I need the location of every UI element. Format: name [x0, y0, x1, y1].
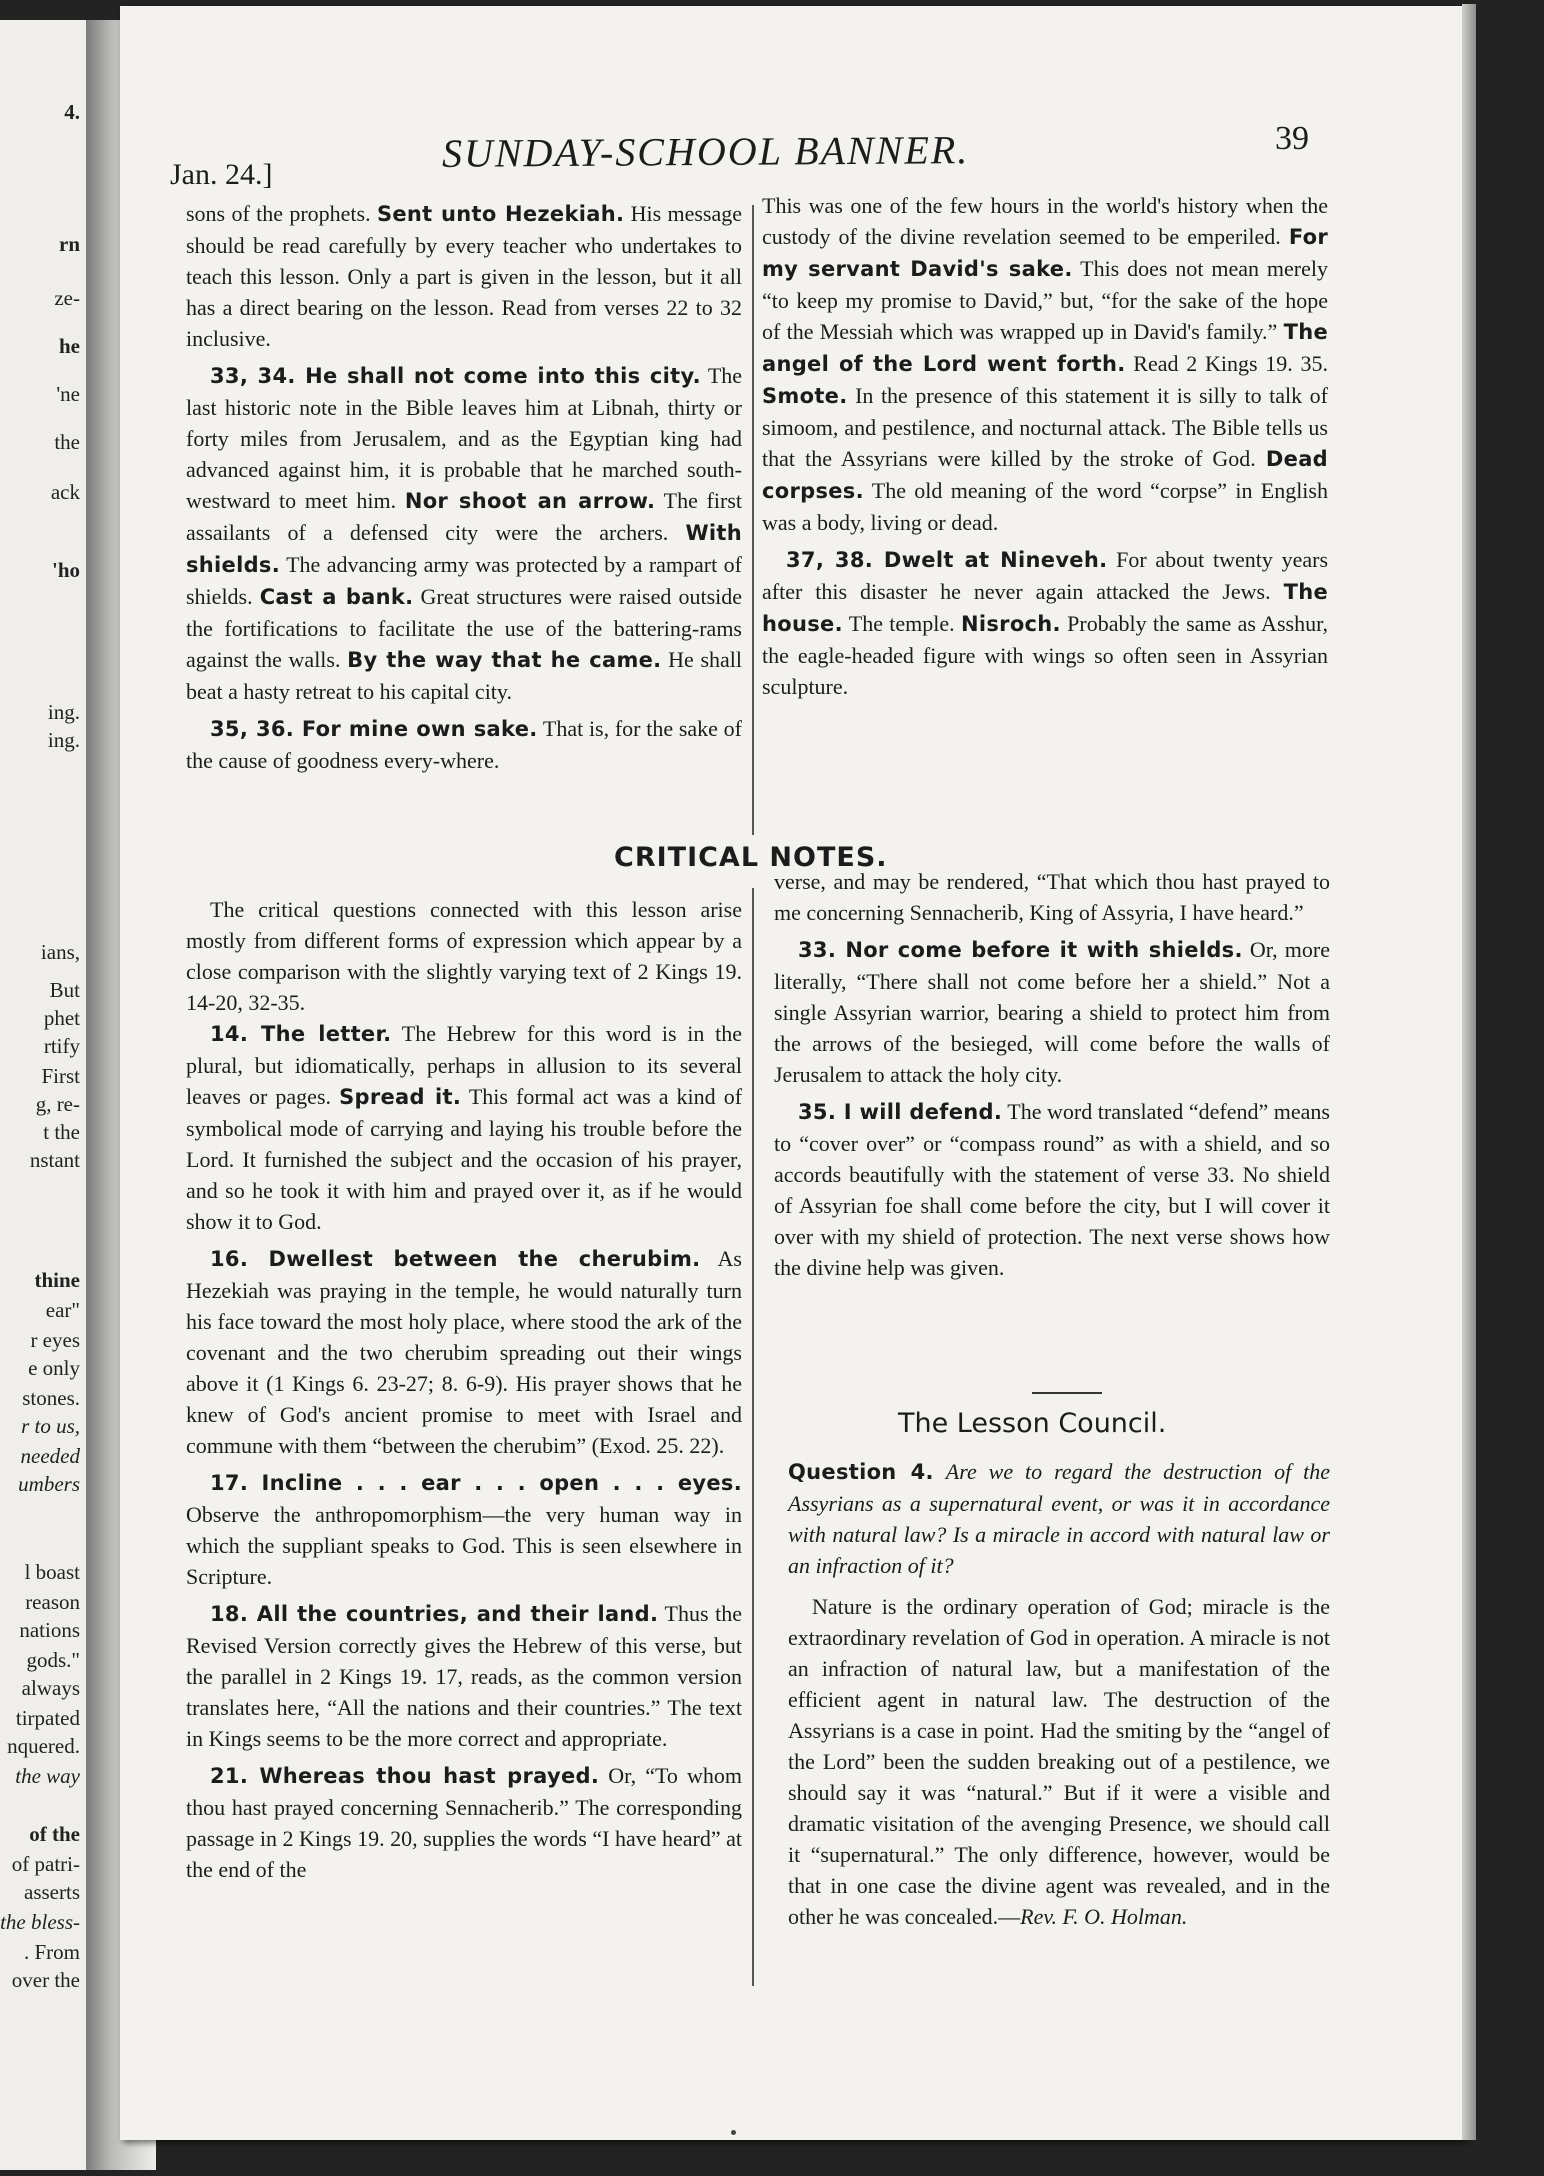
question-text: Are we to regard the destruction of the Assyrians as a supernatural event, or was it in accordance with natural law? Is a miracle in accord with natural law or an infraction of it? — [788, 1459, 1331, 1578]
entry-heading: Smote. — [762, 384, 848, 408]
previous-page-fragment: the bless- — [0, 1910, 80, 1934]
previous-page-fragment: thine — [34, 1268, 80, 1292]
paragraph — [186, 360, 742, 707]
paragraph — [186, 1243, 742, 1461]
previous-page-fragment: needed — [20, 1444, 80, 1468]
entry-heading: The house. — [762, 580, 1329, 636]
previous-page-fragment: asserts — [24, 1880, 80, 1904]
entry-heading: By the way that he came. — [347, 648, 662, 672]
previous-page-fragment: 'ne — [56, 382, 80, 406]
entry-heading: Spread it. — [339, 1085, 462, 1109]
previous-page-fragment: But — [49, 978, 80, 1002]
previous-page-fragment: nations — [19, 1618, 80, 1642]
critical-notes-left — [186, 894, 742, 1885]
section-separator — [1032, 1392, 1102, 1394]
entry-heading: The angel of the Lord went forth. — [762, 320, 1328, 376]
previous-page-fragment: tirpated — [15, 1706, 80, 1730]
entry-text: The first assailants of a defensed city were the archers. — [186, 488, 742, 545]
entry-heading: 37, 38. Dwelt at Nineveh. — [786, 548, 1108, 572]
previous-page-fragment: l boast — [24, 1560, 80, 1584]
entry-heading: 14. The letter. — [210, 1022, 392, 1046]
previous-page-fragment: gods." — [26, 1648, 80, 1672]
entry-heading: 16. Dwellest between the cherubim. — [210, 1247, 701, 1271]
column-divider-bottom — [752, 888, 754, 1986]
entry-text: As Hezekiah was praying in the temple, he would naturally turn his face toward the most holy place, where stood the ark of the covenant and the two cherubim spreading out their wings above it (1 Kings 6. 23-27; 8. 6-9). His prayer shows that he knew of God's ancient promise to meet with Israel and commune with them “between the cherubim” (Exod. 25. 22). — [186, 1246, 742, 1458]
entry-text: He shall beat a hasty retreat to his capital city. — [186, 647, 743, 704]
left-column-top — [186, 198, 742, 776]
entry-text: Read 2 Kings 19. 35. — [1133, 351, 1329, 376]
entry-text: This was one of the few hours in the world's history when the custody of the divine revelation seemed to be emperiled. — [762, 193, 1328, 249]
previous-page-fragment: g, re- — [35, 1092, 80, 1116]
previous-page-fragment: First — [41, 1064, 80, 1088]
entry-heading: Sent unto Hezekiah. — [376, 202, 625, 226]
running-header — [170, 120, 1310, 191]
entry-text: sons of the prophets. — [186, 201, 371, 226]
paragraph — [186, 713, 742, 776]
previous-page-fragment: rtify — [43, 1034, 80, 1058]
entry-heading: Nor shoot an arrow. — [404, 489, 656, 513]
previous-page-fragment: ack — [50, 480, 80, 504]
paragraph — [774, 1096, 1330, 1283]
previous-page-fragment: t the — [43, 1120, 80, 1144]
entry-text: Great structures were raised outside the fortifications to facilitate the use of the battering-rams against the walls. — [186, 584, 743, 672]
entry-heading: Nisroch. — [961, 612, 1061, 636]
entry-text: Thus the Revised Version correctly gives the Hebrew of this verse, but the parallel in 2 Kings 19. 17, reads, as the common version translates here, “All the nations and their countries.” The text in Kings seems to be the more correct and appropriate. — [186, 1601, 742, 1751]
entry-text: The temple. — [848, 611, 955, 636]
previous-page-fragment: the way — [15, 1764, 80, 1788]
paragraph — [762, 544, 1328, 702]
previous-page-fragment: rn — [59, 232, 80, 256]
critical-notes-right — [774, 866, 1330, 1283]
page-edge-shadow — [1462, 4, 1476, 2140]
answer — [788, 1591, 1330, 1932]
entry-text: His message should be read carefully by every teacher who undertakes to teach this lesson. Only a part is given in the lesson, but it all has a direct bearing on the lesson. Read from verses 22 to 32 inclusive. — [186, 201, 743, 351]
right-column-top — [762, 190, 1328, 702]
entry-text: Probably the same as Asshur, the eagle-headed figure with wings so often seen in Assyrian sculpture. — [762, 611, 1329, 699]
previous-page-fragment: of the — [29, 1822, 80, 1846]
critical-notes-intro: The critical questions connected with this lesson arise mostly from different forms of expression which appear by a close comparison with the slightly varying text of 2 Kings 19. 14-20, 32-35. — [186, 897, 742, 1015]
paragraph — [186, 198, 742, 354]
previous-page-fragment: umbers — [18, 1472, 80, 1496]
page-number: 39 — [1275, 120, 1309, 157]
previous-page-fragment: phet — [43, 1006, 80, 1030]
previous-page-fragment: he — [59, 334, 80, 358]
paragraph — [186, 1598, 742, 1754]
entry-heading: Dead corpses. — [762, 447, 1328, 503]
previous-page-fragment: always — [21, 1676, 80, 1700]
previous-page-fragment: . From — [23, 1940, 80, 1964]
header-title: SUNDAY-SCHOOL BANNER. — [441, 127, 970, 176]
paragraph — [774, 866, 1330, 928]
lesson-council-title: The Lesson Council. — [898, 1408, 1167, 1439]
critical-notes-left-entries — [186, 1018, 742, 1885]
entry-text: This does not mean merely “to keep my promise to David,” but, “for the sake of the hope of the Messiah which was wrapped up in David's family.” — [762, 256, 1328, 344]
entry-text: Or, more literally, “There shall not come before her a shield.” Not a single Assyrian warrior, bearing a shield to protect him from the arrows of the besieged, will come before the walls of Jerusalem to attack the holy city. — [774, 937, 1330, 1087]
page-speck — [731, 2130, 736, 2135]
previous-page-fragment: reason — [25, 1590, 80, 1614]
paragraph — [186, 1760, 742, 1885]
critical-notes-title: CRITICAL NOTES. — [614, 842, 888, 873]
header-date: Jan. 24.] — [170, 158, 273, 191]
entry-text: verse, and may be rendered, “That which thou hast prayed to me concerning Sennacherib, King of Assyria, I have heard.” — [774, 869, 1330, 925]
entry-text: This formal act was a kind of symbolical mode of carrying and laying his trouble before the Lord. It furnished the subject and the occasion of his prayer, and so he took it with him and prayed over it, as if he would show it to God. — [186, 1084, 743, 1234]
entry-heading: For my servant David's sake. — [762, 225, 1329, 281]
entry-heading: 21. Whereas thou hast prayed. — [210, 1764, 600, 1788]
entry-heading: 33. Nor come before it with shields. — [798, 938, 1243, 962]
previous-page-fragment: ear" — [45, 1298, 80, 1322]
paragraph — [186, 1467, 742, 1592]
entry-heading: 33, 34. He shall not come into this city. — [210, 364, 701, 388]
column-divider-top — [752, 205, 754, 835]
entry-heading: Cast a bank. — [259, 585, 414, 609]
entry-text: Observe the anthropomorphism—the very human way in which the suppliant speaks to God. This is seen elsewhere in Scripture. — [186, 1502, 742, 1589]
lesson-council — [788, 1456, 1330, 1932]
entry-heading: 35. I will defend. — [798, 1100, 1003, 1124]
entry-heading: 35, 36. For mine own sake. — [210, 717, 538, 741]
entry-text: For about twenty years after this disaster he never again attacked the Jews. — [762, 547, 1329, 604]
question — [788, 1456, 1330, 1581]
previous-page-fragment: over the — [11, 1968, 80, 1992]
previous-page-fragment: r eyes — [30, 1328, 80, 1352]
previous-page-fragment: stones. — [22, 1386, 80, 1410]
previous-page-fragment: e only — [28, 1356, 80, 1380]
paragraph — [762, 190, 1328, 538]
entry-text: The word translated “defend” means to “cover over” or “compass round” as with a shield, and so accords beautifully with the statement of verse 33. No shield of Assyrian foe shall come before the city, but I will cover it over with my shield of protection. The next verse shows how the divine help was given. — [774, 1099, 1330, 1280]
previous-page-fragment: ze- — [54, 286, 80, 310]
entry-text: Or, “To whom thou hast prayed concerning Sennacherib.” The corresponding passage in 2 Kings 19. 20, supplies the words “I have heard” at the end of the — [186, 1763, 743, 1882]
entry-text: The advancing army was protected by a rampart of shields. — [186, 552, 743, 609]
entry-heading: With shields. — [186, 521, 742, 577]
question-label: Question 4. — [788, 1460, 934, 1484]
entry-text: The Hebrew for this word is in the plural, but idiomatically, perhaps in allusion to its several leaves or pages. — [186, 1021, 742, 1109]
answer-text: Nature is the ordinary operation of God; miracle is the extraordinary revelation of God in operation. A miracle is not an infraction of natural law, but a manifestation of the efficient agent in natural law. The destruction of the Assyrians is a case in point. Had the smiting by the “angel of the Lord” been the sudden breaking out of a pestilence, we should say it was “natural.” But if it were a visible and dramatic visitation of the avenging Presence, we should call it “supernatural.” The only difference, however, would be that in one case the divine agent was revealed, and in the other he was concealed.— — [788, 1594, 1330, 1929]
previous-page-fragment: nquered. — [7, 1734, 80, 1758]
entry-text: That is, for the sake of the cause of goodness every-where. — [186, 716, 742, 773]
entry-heading: 18. All the countries, and their land. — [210, 1602, 659, 1626]
previous-page-fragment: of patri- — [11, 1852, 80, 1876]
answer-author: Rev. F. O. Holman. — [1020, 1904, 1188, 1929]
entry-text: In the presence of this statement it is silly to talk of simoom, and pestilence, and nocturnal attack. The Bible tells us that the Assyrians were killed by the stroke of God. — [762, 383, 1328, 471]
previous-page-fragment: ians, — [40, 940, 80, 964]
previous-page-fragment: ing. — [47, 728, 80, 752]
previous-page-fragment: ing. — [47, 700, 80, 724]
paragraph — [774, 934, 1330, 1090]
previous-page-fragment: nstant — [29, 1148, 80, 1172]
entry-text: The last historic note in the Bible leaves him at Libnah, thirty or forty miles from Jerusalem, and as the Egyptian king had advanced against him, it is probable that he marched south-westward to meet him. — [186, 363, 743, 513]
paragraph — [186, 1018, 742, 1237]
previous-page-fragment: r to us, — [21, 1414, 80, 1438]
entry-heading: 17. Incline . . . ear . . . open . . . eyes. — [210, 1471, 742, 1495]
previous-page-fragment: 4. — [64, 100, 80, 124]
entry-text: The old meaning of the word “corpse” in English was a body, living or dead. — [762, 478, 1328, 535]
previous-page-edge — [0, 20, 86, 2170]
previous-page-fragment: 'ho — [51, 558, 80, 582]
previous-page-fragment: the — [54, 430, 80, 454]
